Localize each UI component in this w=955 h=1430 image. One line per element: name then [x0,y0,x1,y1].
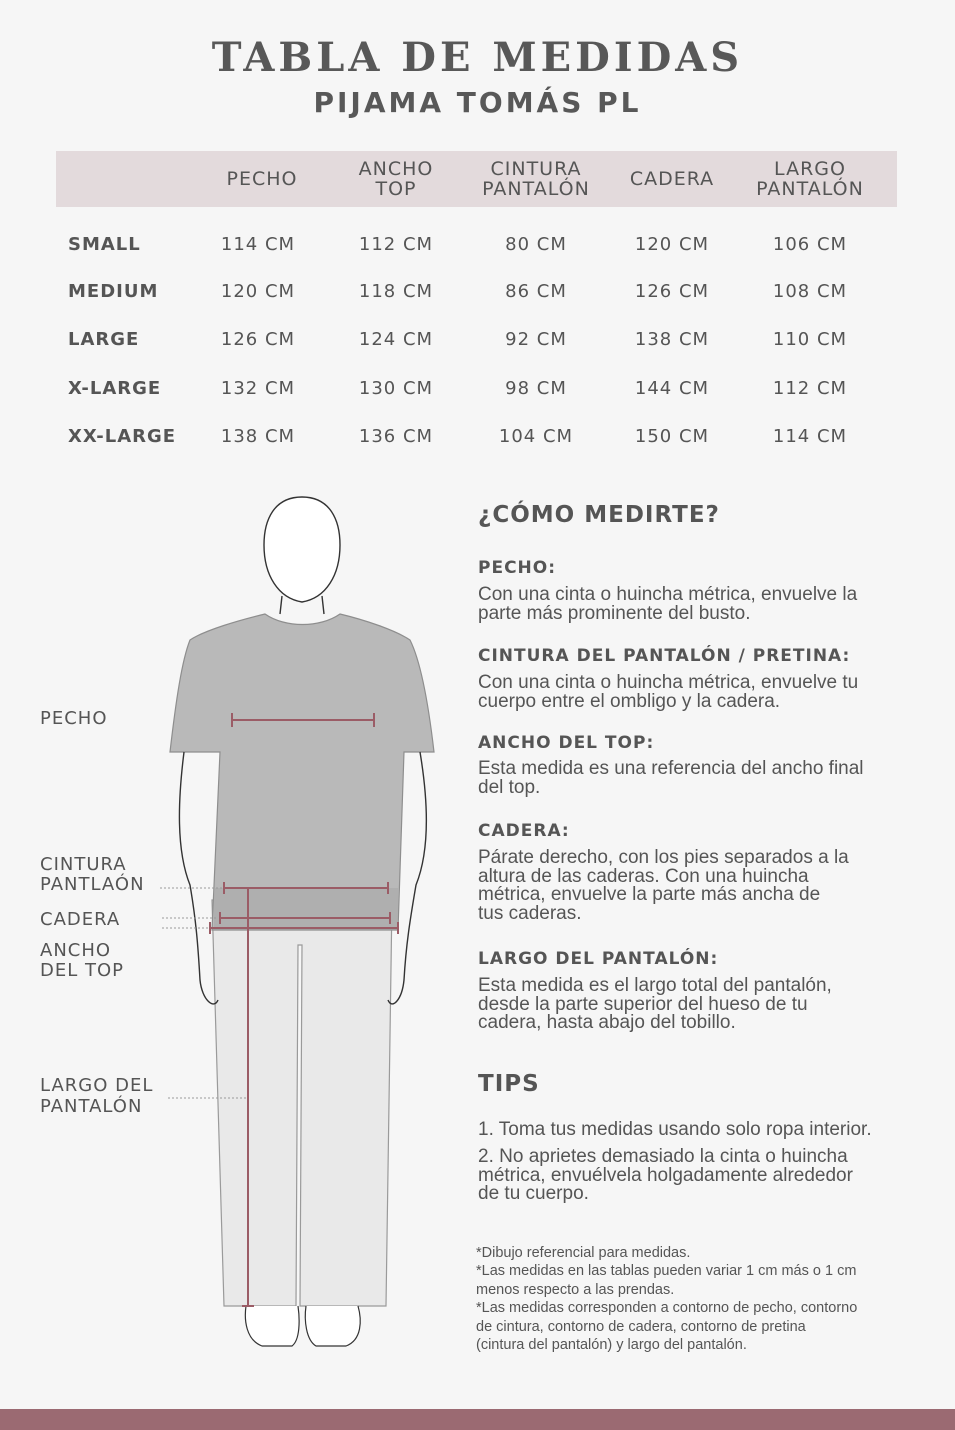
table-cell: 106 CM [772,233,848,255]
column-header-label: PANTALÓN [482,178,590,200]
text-line: Esta medida es el largo total del pantalón, [478,975,832,996]
table-cell: 136 CM [358,425,434,447]
head-outline [264,497,340,602]
text-line: del top. [478,776,541,798]
text-line: Párate derecho, con los pies separados a la [478,847,849,868]
label-line: PANTLAÓN [40,874,145,895]
table-row [0,324,955,354]
text-line: altura de las caderas. Con una huincha [478,865,809,887]
body-measurement-illustration [160,490,450,1360]
figure-label-cintura [40,855,145,895]
section-heading-ancho-top: ANCHO DEL TOP: [478,733,655,753]
text-line: métrica, envuelve la parte más ancha de [478,884,821,905]
column-header-label: LARGO [774,158,846,180]
note-line: *Las medidas en las tablas pueden variar 1 cm más o 1 cm [476,1263,857,1280]
table-row [0,276,955,306]
size-label: MEDIUM [68,280,159,302]
text-line: Con una cinta o huincha métrica, envuelve tu [478,672,859,693]
table-cell: 126 CM [220,328,296,350]
column-header-largo-pantalon [742,151,878,207]
section-text-largo [478,977,898,1033]
text-line: 2. No aprietes demasiado la cinta o huincha [478,1146,848,1167]
text-line: cuerpo entre el ombligo y la cadera. [478,690,781,712]
table-cell: 114 CM [220,233,296,255]
size-label: LARGE [68,328,140,350]
table-cell: 138 CM [220,425,296,447]
how-to-title: ¿CÓMO MEDIRTE? [478,502,720,528]
text-line: cadera, hasta abajo del tobillo. [478,1012,736,1033]
table-cell: 112 CM [358,233,434,255]
column-header-label: ANCHO [358,158,434,180]
table-cell: 118 CM [358,280,434,302]
column-header-pecho [206,151,318,207]
text-line: 1. Toma tus medidas usando solo ropa interior. [478,1119,872,1140]
note-line: de cintura, contorno de cadera, contorno de pretina [476,1318,806,1335]
table-row [0,421,955,451]
tip-item [478,1148,908,1204]
table-cell: 98 CM [505,377,567,399]
note-line: *Dibujo referencial para medidas. [476,1245,691,1261]
figure-label-cadera: CADERA [40,909,121,930]
page-title: TABLA DE MEDIDAS [211,34,744,81]
table-header [56,151,897,207]
table-cell: 120 CM [634,233,710,255]
footnotes [476,1244,916,1354]
table-cell: 108 CM [772,280,848,302]
table-cell: 120 CM [220,280,296,302]
size-label: X-LARGE [68,377,162,399]
label-line: LARGO DEL [40,1075,154,1096]
table-cell: 110 CM [772,328,848,350]
text-line: tus caderas. [478,902,582,924]
figure-label-ancho-top [40,941,124,981]
footer-bar [0,1409,955,1430]
tip-item [478,1121,908,1140]
pants-shape [212,900,392,1306]
column-header-label: PECHO [226,168,298,190]
size-label: XX-LARGE [68,425,177,447]
label-line: CINTURA [40,854,127,875]
table-cell: 144 CM [634,377,710,399]
column-header-cintura-pantalon [468,151,604,207]
text-line: parte más prominente del busto. [478,602,751,624]
label-line: DEL TOP [40,960,125,981]
left-arm-outline [179,752,218,1004]
section-heading-cadera: CADERA: [478,821,570,841]
tips-title: TIPS [478,1071,540,1097]
table-cell: 126 CM [634,280,710,302]
table-cell: 92 CM [505,328,567,350]
table-cell: 80 CM [505,233,567,255]
column-header-ancho-top [340,151,452,207]
figure-label-pecho: PECHO [40,708,108,729]
label-line: ANCHO [40,940,112,961]
table-cell: 114 CM [772,425,848,447]
column-header-label: TOP [375,178,417,200]
section-heading-largo: LARGO DEL PANTALÓN: [478,949,719,969]
table-cell: 138 CM [634,328,710,350]
note-line: *Las medidas corresponden a contorno de pecho, contorno [476,1300,858,1317]
section-text-pecho [478,586,898,623]
note-line: menos respecto a las prendas. [476,1281,675,1298]
section-text-cintura [478,674,898,711]
note-line: (cintura del pantalón) y largo del pantalón. [476,1337,747,1354]
table-cell: 124 CM [358,328,434,350]
table-cell: 132 CM [220,377,296,399]
section-heading-pecho: PECHO: [478,558,557,578]
column-header-label: CINTURA [490,158,582,180]
table-cell: 130 CM [358,377,434,399]
page-subtitle: PIJAMA TOMÁS PL [313,86,642,119]
column-header-label: PANTALÓN [756,178,864,200]
shirt-shape [170,614,434,930]
table-cell: 86 CM [505,280,567,302]
section-text-cadera [478,849,898,923]
text-line: desde la parte superior del hueso de tu [478,993,808,1015]
table-cell: 150 CM [634,425,710,447]
text-line: Esta medida es una referencia del ancho final [478,758,864,779]
text-line: Con una cinta o huincha métrica, envuelve la [478,584,858,605]
section-text-ancho-top [478,760,898,797]
column-header-label: CADERA [629,168,715,190]
right-foot-outline [305,1306,360,1346]
table-cell: 112 CM [772,377,848,399]
left-foot-outline [245,1306,299,1346]
table-row [0,373,955,403]
text-line: de tu cuerpo. [478,1183,589,1204]
leader-line-ancho [160,928,208,950]
label-line: PANTALÓN [40,1096,143,1117]
table-row [0,229,955,259]
figure-label-largo-pantalon [40,1075,153,1117]
size-label: SMALL [68,233,141,255]
column-header-cadera [616,151,728,207]
text-line: métrica, envuélvela holgadamente alrededor [478,1164,853,1186]
waist-band [214,888,398,928]
section-heading-cintura: CINTURA DEL PANTALÓN / PRETINA: [478,646,851,666]
table-cell: 104 CM [498,425,574,447]
